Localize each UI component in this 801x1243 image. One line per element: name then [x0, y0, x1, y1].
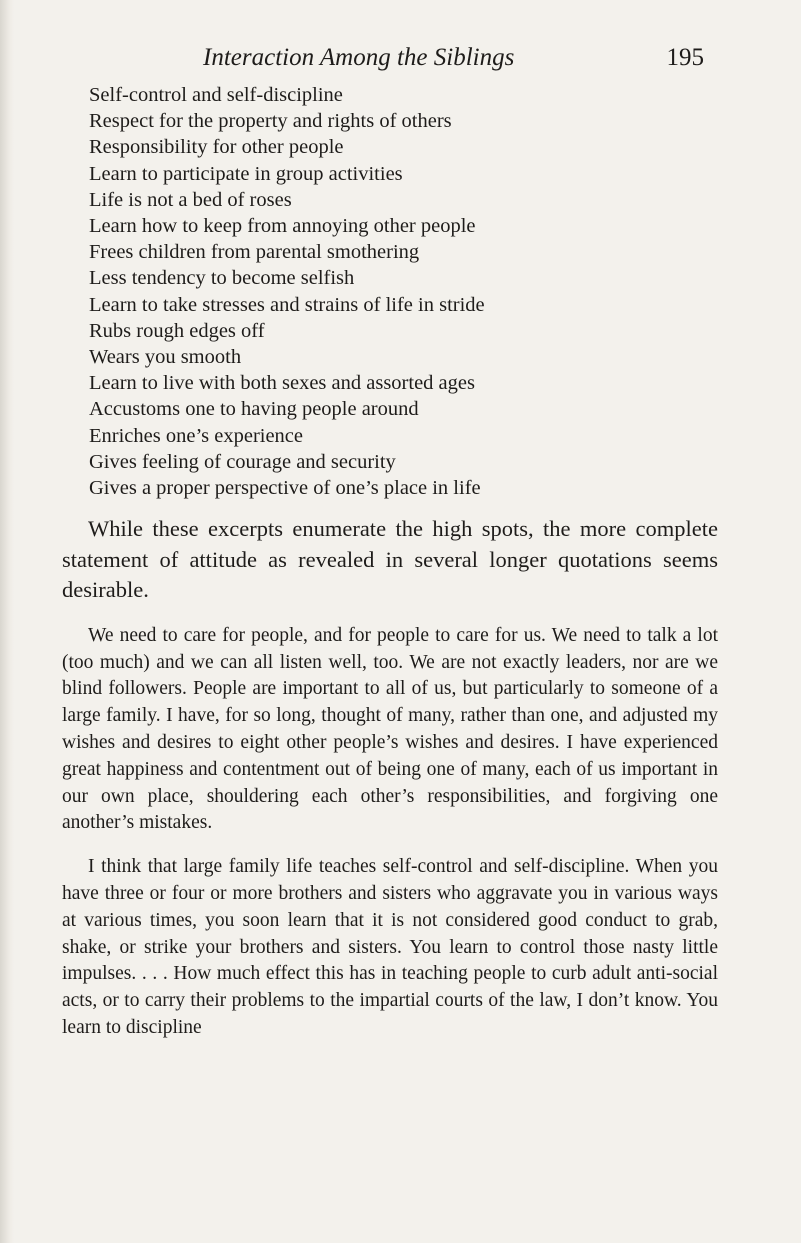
quote-paragraph: We need to care for people, and for people to care for us. We need to talk a lot (too much) and we can all listen well, too. We are not exactly leaders, nor are we blind followers. People are important to all of us, but particularly to someone of a large family. I have, for so long, thought of many, rather than one, and adjusted my wishes and desires to eight other people’s wishes and desires. I have experienced great happiness and contentment out of being one of many, each of us important in our own place, shouldering each other’s responsibilities, and forgiving one another’s mistakes. — [62, 624, 718, 834]
list-item: Less tendency to become selfish — [89, 267, 355, 290]
list-item: Self-control and self-discipline — [89, 84, 343, 106]
list-item: Wears you smooth — [89, 346, 242, 369]
list-item: Learn to take stresses and strains of life in stride — [89, 293, 485, 316]
list-item: Rubs rough edges off — [89, 319, 265, 342]
list-item: Learn to live with both sexes and assorted ages — [89, 372, 475, 395]
list-item: Respect for the property and rights of others — [89, 110, 452, 133]
list-item: Accustoms one to having people around — [89, 398, 419, 421]
lead-paragraph: While these excerpts enumerate the high spots, the more complete statement of attitude as revealed in several longer quotations seems desirable. — [62, 516, 718, 603]
benefits-list — [62, 82, 718, 501]
page-spine-shadow — [0, 0, 14, 1243]
list-item: Gives feeling of courage and security — [89, 450, 396, 473]
list-item: Gives a proper perspective of one’s place in life — [89, 477, 481, 500]
quote-paragraph: I think that large family life teaches self-control and self-discipline. When you have three or four or more brothers and sisters who aggravate you in various ways at various times, you soon learn that it is not considered good conduct to grab, shake, or strike your brothers and sisters. You learn to control those nasty little impulses. . . . How much effect this has in teaching people to curb adult anti-social acts, or to carry their problems to the impartial courts of the law, I don’t know. You learn to discipline — [62, 856, 718, 1038]
running-header — [62, 40, 718, 76]
page-number: 195 — [666, 44, 704, 71]
list-item: Frees children from parental smothering — [89, 241, 420, 264]
list-item: Life is not a bed of roses — [89, 188, 292, 211]
running-title: Interaction Among the Siblings — [203, 44, 515, 71]
list-item: Learn to participate in group activities — [89, 162, 403, 185]
book-page — [62, 40, 718, 1042]
list-item: Responsibility for other people — [89, 136, 344, 159]
list-item: Learn how to keep from annoying other people — [89, 215, 476, 238]
list-item: Enriches one’s experience — [89, 424, 304, 447]
